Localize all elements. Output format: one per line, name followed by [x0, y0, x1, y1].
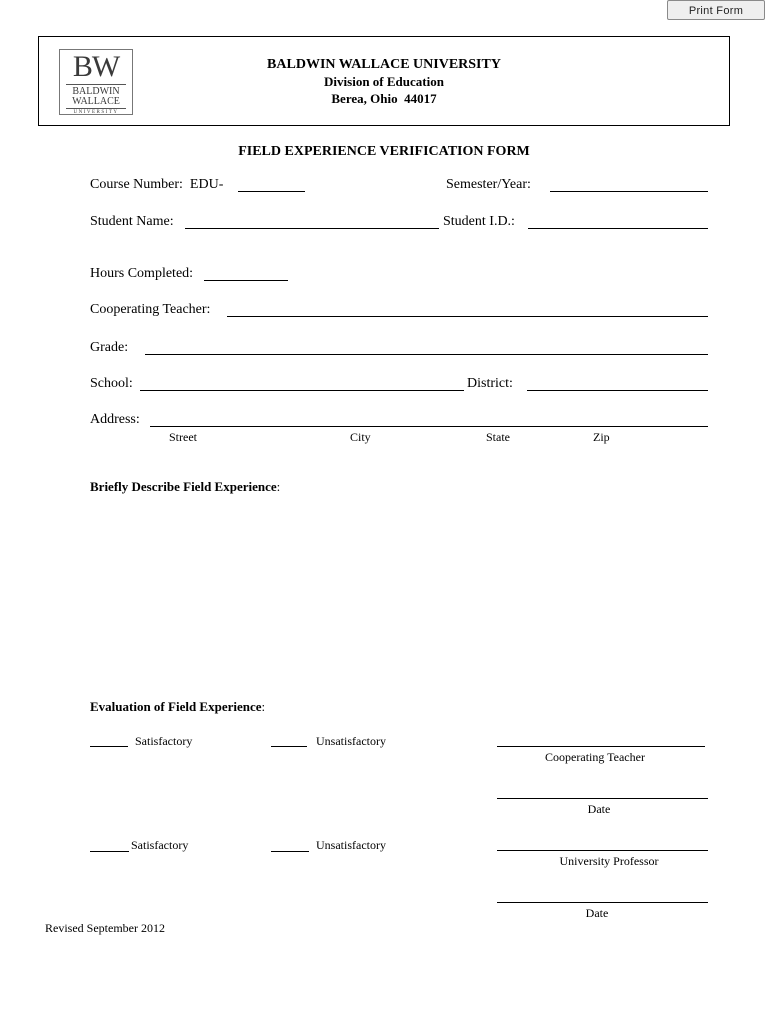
student-id-field[interactable] — [528, 228, 708, 229]
date-signature-line-1[interactable] — [497, 798, 708, 799]
revision-note: Revised September 2012 — [45, 921, 165, 935]
grade-field[interactable] — [145, 354, 708, 355]
unsatisfactory-label-1: Unsatisfactory — [316, 734, 386, 748]
satisfactory-label-1: Satisfactory — [135, 734, 193, 748]
hours-completed-label: Hours Completed: — [90, 266, 194, 281]
evaluation-label: Evaluation of Field Experience — [90, 699, 262, 714]
address-street-label: Street — [169, 430, 197, 444]
school-label: School: — [90, 376, 133, 391]
cooperating-teacher-signature-label: Cooperating Teacher — [545, 750, 645, 764]
evaluation-heading: Evaluation of Field Experience: — [90, 699, 266, 714]
district-field[interactable] — [527, 390, 708, 391]
satisfactory-checkline-1[interactable] — [90, 746, 128, 747]
logo-line-2: WALLACE — [72, 96, 120, 107]
address-zip-label: Zip — [593, 430, 610, 444]
university-professor-signature-label: University Professor — [559, 854, 659, 868]
cooperating-teacher-signature-line[interactable] — [497, 746, 705, 747]
date-signature-line-2[interactable] — [497, 902, 708, 903]
date-label-1: Date — [587, 802, 611, 816]
logo-line-3: UNIVERSITY — [66, 108, 126, 116]
satisfactory-checkline-2[interactable] — [90, 851, 129, 852]
university-name: BALDWIN WALLACE UNIVERSITY — [267, 57, 501, 72]
district-label: District: — [467, 376, 513, 391]
address-state-label: State — [486, 430, 510, 444]
logo-line-1: BALDWIN — [66, 84, 126, 97]
form-title: FIELD EXPERIENCE VERIFICATION FORM — [238, 144, 530, 159]
university-address: Berea, Ohio 44017 — [331, 91, 437, 106]
unsatisfactory-checkline-1[interactable] — [271, 746, 307, 747]
address-field[interactable] — [150, 426, 708, 427]
student-id-label: Student I.D.: — [443, 214, 515, 229]
cooperating-teacher-label: Cooperating Teacher: — [90, 302, 211, 317]
school-field[interactable] — [140, 390, 464, 391]
semester-year-field[interactable] — [550, 191, 708, 192]
cooperating-teacher-field[interactable] — [227, 316, 708, 317]
address-label: Address: — [90, 412, 140, 427]
address-city-label: City — [350, 430, 371, 444]
semester-year-label: Semester/Year: — [446, 177, 531, 192]
course-number-label: Course Number: EDU- — [90, 177, 224, 192]
print-form-button[interactable]: Print Form — [667, 0, 765, 20]
hours-completed-field[interactable] — [204, 280, 288, 281]
describe-label: Briefly Describe Field Experience — [90, 479, 277, 494]
division-name: Division of Education — [324, 74, 444, 89]
unsatisfactory-checkline-2[interactable] — [271, 851, 309, 852]
describe-heading: Briefly Describe Field Experience: — [90, 479, 281, 494]
course-number-field[interactable] — [238, 191, 305, 192]
university-professor-signature-line[interactable] — [497, 850, 708, 851]
logo-mark: BW — [72, 50, 120, 83]
student-name-field[interactable] — [185, 228, 439, 229]
student-name-label: Student Name: — [90, 214, 174, 229]
unsatisfactory-label-2: Unsatisfactory — [316, 838, 386, 852]
satisfactory-label-2: Satisfactory — [131, 838, 189, 852]
date-label-2: Date — [585, 906, 609, 920]
grade-label: Grade: — [90, 340, 129, 355]
